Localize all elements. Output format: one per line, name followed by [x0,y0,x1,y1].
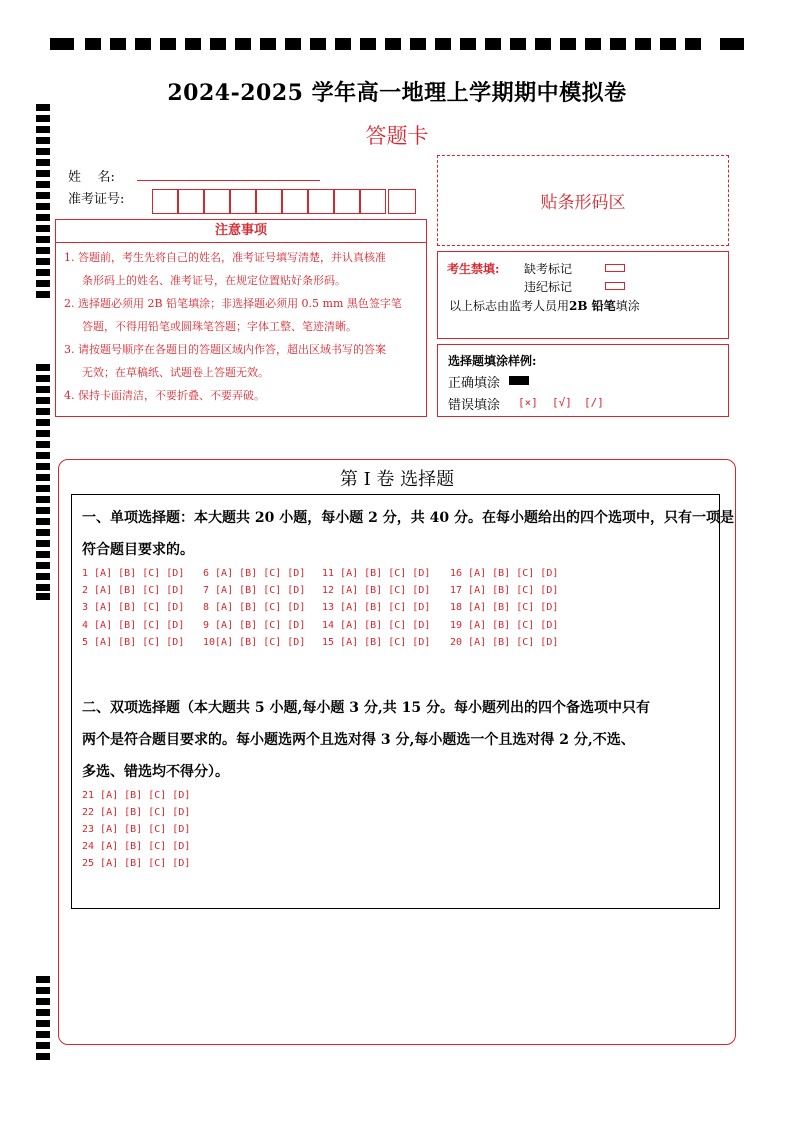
timing-mark [135,38,151,50]
exam-id-box[interactable] [204,189,230,214]
wrong-fill-sample-2: [√] [552,396,572,409]
timing-mark [36,225,50,232]
timing-mark [36,364,50,371]
answer-option-row[interactable]: 12 [A] [B] [C] [D] [322,585,431,596]
timing-mark [36,247,50,254]
timing-mark [36,562,50,569]
timing-mark [460,38,476,50]
timing-mark [585,38,601,50]
timing-mark [720,38,744,50]
timing-mark [36,1053,50,1060]
timing-mark [36,430,50,437]
page-title: 2024-2025 学年高一地理上学期期中模拟卷 [167,80,627,106]
timing-mark [36,976,50,983]
timing-mark [610,38,626,50]
notice-item-4: 4. 保持卡面清洁，不要折叠、不要弄破。 [64,389,265,402]
answer-option-row[interactable]: 21 [A] [B] [C] [D] [82,790,191,801]
answer-option-row[interactable]: 17 [A] [B] [C] [D] [450,585,559,596]
barcode-label: 贴条形码区 [540,193,626,213]
timing-mark [36,540,50,547]
timing-mark [360,38,376,50]
part2-instructions-line2: 两个是符合题目要求的。每小题选两个且选对得 3 分,每小题选一个且选对得 2 分,不选、 [82,732,635,748]
page-subtitle: 答题卡 [365,124,429,148]
fill-example-panel [437,344,729,417]
examiner-only-label: 考生禁填: [447,262,500,276]
answer-option-row[interactable]: 10[A] [B] [C] [D] [203,637,306,648]
answer-option-row[interactable]: 24 [A] [B] [C] [D] [82,841,191,852]
timing-mark [50,38,74,50]
answer-option-row[interactable]: 7 [A] [B] [C] [D] [203,585,306,596]
timing-mark [36,397,50,404]
timing-mark [660,38,676,50]
notice-panel [55,219,427,417]
timing-mark [635,38,651,50]
answer-option-row[interactable]: 8 [A] [B] [C] [D] [203,602,306,613]
timing-mark [36,987,50,994]
exam-id-box[interactable] [230,189,256,214]
timing-mark [36,1009,50,1016]
timing-mark [36,496,50,503]
timing-mark [285,38,301,50]
answer-option-row[interactable]: 20 [A] [B] [C] [D] [450,637,559,648]
timing-mark [210,38,226,50]
timing-mark [36,269,50,276]
part1-instructions-line2: 符合题目要求的。 [82,542,194,558]
timing-mark [36,291,50,298]
answer-option-row[interactable]: 11 [A] [B] [C] [D] [322,568,431,579]
timing-mark [560,38,576,50]
timing-mark [36,518,50,525]
exam-id-box[interactable] [256,189,282,214]
timing-mark [36,584,50,591]
answer-option-row[interactable]: 9 [A] [B] [C] [D] [203,620,306,631]
timing-mark [36,192,50,199]
absent-mark-label: 缺考标记 [524,262,573,276]
part2-instructions-line3: 多选、错选均不得分）。 [82,764,229,780]
fill-example-heading: 选择题填涂样例: [448,354,537,368]
exam-id-box[interactable] [282,189,308,214]
timing-mark [36,214,50,221]
violation-mark-box[interactable] [605,282,625,290]
notice-item-2: 2. 选择题必须用 2B 铅笔填涂；非选择题必须用 0.5 mm 黑色签字笔 答题，不得用铅笔或圆珠笔答题；字体工整、笔迹清晰。 [64,297,402,333]
notice-item-3: 3. 请按题号顺序在各题目的答题区域内作答，超出区域书写的答案 无效；在草稿纸、试题卷上答题无效。 [64,343,386,379]
answer-option-row[interactable]: 4 [A] [B] [C] [D] [82,620,185,631]
exam-id-box[interactable] [334,189,360,214]
timing-mark [160,38,176,50]
timing-mark [36,375,50,382]
timing-mark [36,203,50,210]
violation-mark-label: 违纪标记 [524,280,573,294]
answer-option-row[interactable]: 23 [A] [B] [C] [D] [82,824,191,835]
timing-mark [685,38,701,50]
correct-fill-sample [509,376,529,385]
timing-mark [385,38,401,50]
notice-item-1: 1. 答题前，考生先将自己的姓名，准考证号填写清楚，并认真核准 条形码上的姓名、准考证号，在规定位置贴好条形码。 [64,251,386,287]
timing-mark [36,159,50,166]
timing-mark [36,441,50,448]
exam-id-box[interactable] [360,189,386,214]
wrong-fill-sample-3: [/] [584,396,604,409]
timing-mark [36,408,50,415]
timing-mark [36,1020,50,1027]
timing-mark [36,280,50,287]
timing-mark [36,551,50,558]
answer-option-row[interactable]: 1 [A] [B] [C] [D] [82,568,185,579]
timing-mark [260,38,276,50]
timing-mark [85,38,101,50]
timing-mark [36,573,50,580]
timing-mark [36,236,50,243]
timing-mark [36,386,50,393]
answer-option-row[interactable]: 18 [A] [B] [C] [D] [450,602,559,613]
timing-mark [36,1031,50,1038]
answer-option-row[interactable]: 25 [A] [B] [C] [D] [82,858,191,869]
exam-id-box[interactable] [152,189,178,214]
answer-option-row[interactable]: 2 [A] [B] [C] [D] [82,585,185,596]
notice-heading: 注意事项 [56,220,426,243]
answer-option-row[interactable]: 14 [A] [B] [C] [D] [322,620,431,631]
timing-mark [335,38,351,50]
timing-mark [36,507,50,514]
name-label: 姓 名: [68,170,115,185]
answer-option-row[interactable]: 22 [A] [B] [C] [D] [82,807,191,818]
timing-mark [36,258,50,265]
timing-mark [310,38,326,50]
timing-mark [185,38,201,50]
section-title: 第 I 卷 选择题 [339,469,455,490]
timing-mark [36,998,50,1005]
timing-mark [410,38,426,50]
wrong-fill-label: 错误填涂 [448,398,501,413]
answer-option-row[interactable]: 16 [A] [B] [C] [D] [450,568,559,579]
exam-id-box[interactable] [178,189,204,214]
answer-option-row[interactable]: 5 [A] [B] [C] [D] [82,637,185,648]
timing-mark [36,452,50,459]
exam-id-box[interactable] [308,189,334,214]
timing-mark [535,38,551,50]
timing-mark [36,170,50,177]
timing-mark [435,38,451,50]
absent-mark-box[interactable] [605,264,625,272]
timing-mark [36,1042,50,1049]
timing-mark [36,181,50,188]
exam-id-box[interactable] [388,189,416,214]
part2-instructions-line1: 二、双项选择题（本大题共 5 小题,每小题 3 分,共 15 分。每小题列出的四个备选项中只有 [82,700,650,716]
correct-fill-label: 正确填涂 [448,376,501,391]
examiner-note: 以上标志由监考人员用2B 铅笔填涂 [449,299,640,313]
answer-option-row[interactable]: 3 [A] [B] [C] [D] [82,602,185,613]
timing-mark [510,38,526,50]
wrong-fill-sample-1: [×] [518,396,538,409]
part1-instructions-line1: 一、单项选择题：本大题共 20 小题，每小题 2 分，共 40 分。在每小题给出的四个选项中，只有一项是 [82,510,734,526]
timing-mark [36,419,50,426]
timing-mark [235,38,251,50]
timing-mark [36,593,50,600]
answer-option-row[interactable]: 15 [A] [B] [C] [D] [322,637,431,648]
examiner-only-panel [437,251,729,339]
timing-mark [36,529,50,536]
answer-option-row[interactable]: 6 [A] [B] [C] [D] [203,568,306,579]
exam-id-label: 准考证号: [68,192,125,207]
timing-mark [110,38,126,50]
answer-option-row[interactable]: 13 [A] [B] [C] [D] [322,602,431,613]
timing-mark [485,38,501,50]
answer-option-row[interactable]: 19 [A] [B] [C] [D] [450,620,559,631]
barcode-area [437,155,729,246]
name-field[interactable] [137,180,320,181]
